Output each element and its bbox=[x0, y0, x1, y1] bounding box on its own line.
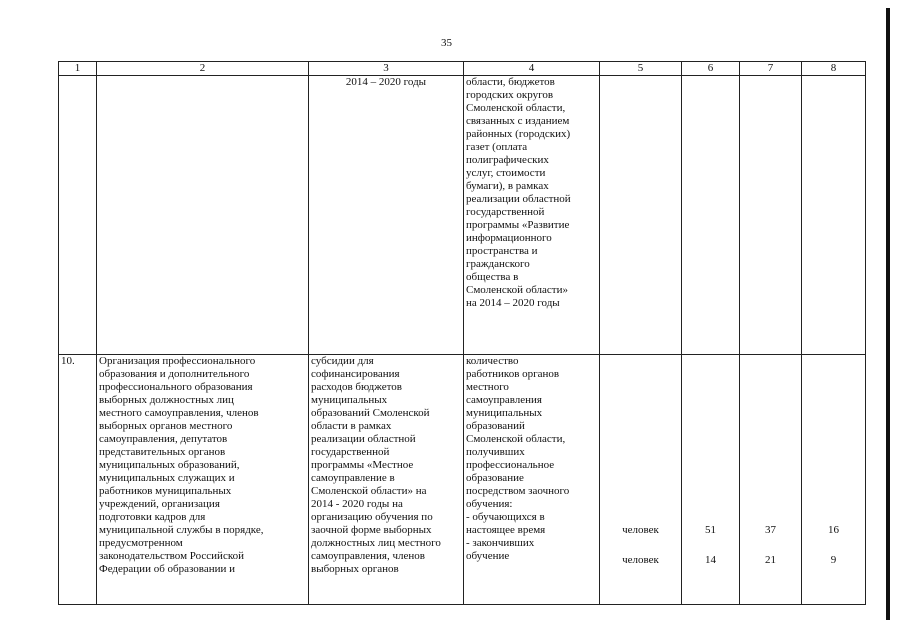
page-number: 35 bbox=[441, 37, 452, 49]
description-line: профессионального образования bbox=[99, 381, 253, 393]
header-cell-8: 8 bbox=[802, 62, 866, 76]
unit-spacer bbox=[602, 355, 679, 524]
indicator-line: образований bbox=[466, 420, 525, 432]
header-cell-5: 5 bbox=[600, 62, 682, 76]
cont-col6 bbox=[682, 76, 740, 355]
description-line: выборных органов местного bbox=[99, 420, 233, 432]
row-number: 10. bbox=[59, 355, 97, 605]
description-line: представительных органов bbox=[99, 446, 226, 458]
indicator-line: образование bbox=[466, 472, 524, 484]
unit-completed: человек bbox=[622, 554, 659, 566]
cont-col4 bbox=[464, 76, 600, 355]
cont-col4-line: государственной bbox=[466, 206, 545, 218]
description-line: предусмотренном bbox=[99, 537, 183, 549]
funding-line: реализации областной bbox=[311, 433, 416, 445]
continued-row bbox=[59, 76, 866, 355]
value-current-7: 37 bbox=[765, 524, 776, 536]
value-current-6: 51 bbox=[705, 524, 716, 536]
header-cell-3: 3 bbox=[309, 62, 464, 76]
indicator-line: Смоленской области, bbox=[466, 433, 566, 445]
cont-col4-line: районных (городских) bbox=[466, 128, 571, 140]
cont-col1 bbox=[59, 76, 97, 355]
cont-col4-line: полиграфических bbox=[466, 154, 549, 166]
indicator-line: количество bbox=[466, 355, 519, 367]
cont-col4-line: области, бюджетов bbox=[466, 76, 555, 88]
value-completed-7: 21 bbox=[765, 554, 776, 566]
indicator-line: обучения: bbox=[466, 498, 513, 510]
indicator-line: профессиональное bbox=[466, 459, 555, 471]
value-spacer bbox=[742, 355, 799, 524]
value-spacer bbox=[804, 355, 863, 524]
cont-col4-line: услуг, стоимости bbox=[466, 167, 546, 179]
header-cell-4: 4 bbox=[464, 62, 600, 76]
unit-cell bbox=[600, 355, 682, 605]
cont-col7 bbox=[740, 76, 802, 355]
indicator-line: настоящее время bbox=[466, 524, 546, 536]
cont-col4-line: программы «Развитие bbox=[466, 219, 570, 231]
cont-col8 bbox=[802, 76, 866, 355]
cont-col4-line: городских округов bbox=[466, 89, 554, 101]
funding-line: софинансирования bbox=[311, 368, 400, 380]
description-line: муниципальных образований, bbox=[99, 459, 240, 471]
value-spacer-2 bbox=[804, 537, 863, 554]
indicator-line: обучение bbox=[466, 550, 510, 562]
indicator-line: - закончивших bbox=[466, 537, 535, 549]
indicator-description bbox=[464, 355, 600, 605]
cont-col3: 2014 – 2020 годы bbox=[309, 76, 464, 355]
cont-col4-line: на 2014 – 2020 годы bbox=[466, 297, 560, 309]
description-line: Федерации об образовании и bbox=[99, 563, 236, 575]
indicator-line: посредством заочного bbox=[466, 485, 570, 497]
indicator-line: самоуправления bbox=[466, 394, 542, 406]
funding-line: организацию обучения по bbox=[311, 511, 433, 523]
funding-line: выборных органов bbox=[311, 563, 399, 575]
funding-line: самоуправления, членов bbox=[311, 550, 425, 562]
value-cell-6 bbox=[682, 355, 740, 605]
cont-col4-line: гражданского bbox=[466, 258, 530, 270]
header-cell-7: 7 bbox=[740, 62, 802, 76]
indicator-line: работников органов bbox=[466, 368, 560, 380]
funding-line: Смоленской области» на bbox=[311, 485, 427, 497]
header-cell-6: 6 bbox=[682, 62, 740, 76]
funding-line: муниципальных bbox=[311, 394, 388, 406]
description-line: Организация профессионального bbox=[99, 355, 256, 367]
measure-description bbox=[97, 355, 309, 605]
header-row bbox=[59, 62, 866, 76]
description-line: муниципальной службы в порядке, bbox=[99, 524, 264, 536]
cont-col4-line: информационного bbox=[466, 232, 552, 244]
description-line: работников муниципальных bbox=[99, 485, 232, 497]
cont-col4-line: общества в bbox=[466, 271, 519, 283]
funding-description bbox=[309, 355, 464, 605]
unit-current: человек bbox=[622, 524, 659, 536]
program-table bbox=[58, 61, 866, 605]
cont-col4-line: газет (оплата bbox=[466, 141, 528, 153]
funding-line: субсидии для bbox=[311, 355, 374, 367]
description-line: самоуправления, депутатов bbox=[99, 433, 228, 445]
value-spacer-2 bbox=[742, 537, 799, 554]
value-completed-6: 14 bbox=[705, 554, 716, 566]
description-line: выборных должностных лиц bbox=[99, 394, 234, 406]
cont-col4-line: пространства и bbox=[466, 245, 538, 257]
description-line: муниципальных служащих и bbox=[99, 472, 235, 484]
indicator-line: - обучающихся в bbox=[466, 511, 545, 523]
value-spacer bbox=[684, 355, 737, 524]
cont-col4-line: Смоленской области» bbox=[466, 284, 568, 296]
value-cell-8 bbox=[802, 355, 866, 605]
value-completed-8: 9 bbox=[830, 554, 837, 566]
description-line: образования и дополнительного bbox=[99, 368, 250, 380]
indicator-line: местного bbox=[466, 381, 509, 393]
description-line: местного самоуправления, членов bbox=[99, 407, 259, 419]
cont-col2 bbox=[97, 76, 309, 355]
header-cell-2: 2 bbox=[97, 62, 309, 76]
funding-line: должностных лиц местного bbox=[311, 537, 441, 549]
indicator-line: муниципальных bbox=[466, 407, 543, 419]
indicator-line: получивших bbox=[466, 446, 525, 458]
funding-line: области в рамках bbox=[311, 420, 392, 432]
funding-line: государственной bbox=[311, 446, 390, 458]
funding-line: самоуправление в bbox=[311, 472, 395, 484]
description-line: учреждений, организация bbox=[99, 498, 220, 510]
cont-col4-line: Смоленской области, bbox=[466, 102, 566, 114]
funding-line: образований Смоленской bbox=[311, 407, 430, 419]
unit-spacer-2 bbox=[602, 537, 679, 554]
page-edge-bar bbox=[886, 8, 890, 620]
cont-col4-line: бумаги), в рамках bbox=[466, 180, 549, 192]
row-10 bbox=[59, 355, 866, 605]
funding-line: заочной форме выборных bbox=[311, 524, 432, 536]
value-spacer-2 bbox=[684, 537, 737, 554]
description-line: законодательством Российской bbox=[99, 550, 244, 562]
description-line: подготовки кадров для bbox=[99, 511, 206, 523]
funding-line: 2014 - 2020 годы на bbox=[311, 498, 403, 510]
funding-line: программы «Местное bbox=[311, 459, 414, 471]
header-cell-1: 1 bbox=[59, 62, 97, 76]
funding-line: расходов бюджетов bbox=[311, 381, 402, 393]
cont-col4-line: реализации областной bbox=[466, 193, 571, 205]
value-cell-7 bbox=[740, 355, 802, 605]
value-current-8: 16 bbox=[828, 524, 839, 536]
cont-col4-line: связанных с изданием bbox=[466, 115, 570, 127]
cont-col5 bbox=[600, 76, 682, 355]
